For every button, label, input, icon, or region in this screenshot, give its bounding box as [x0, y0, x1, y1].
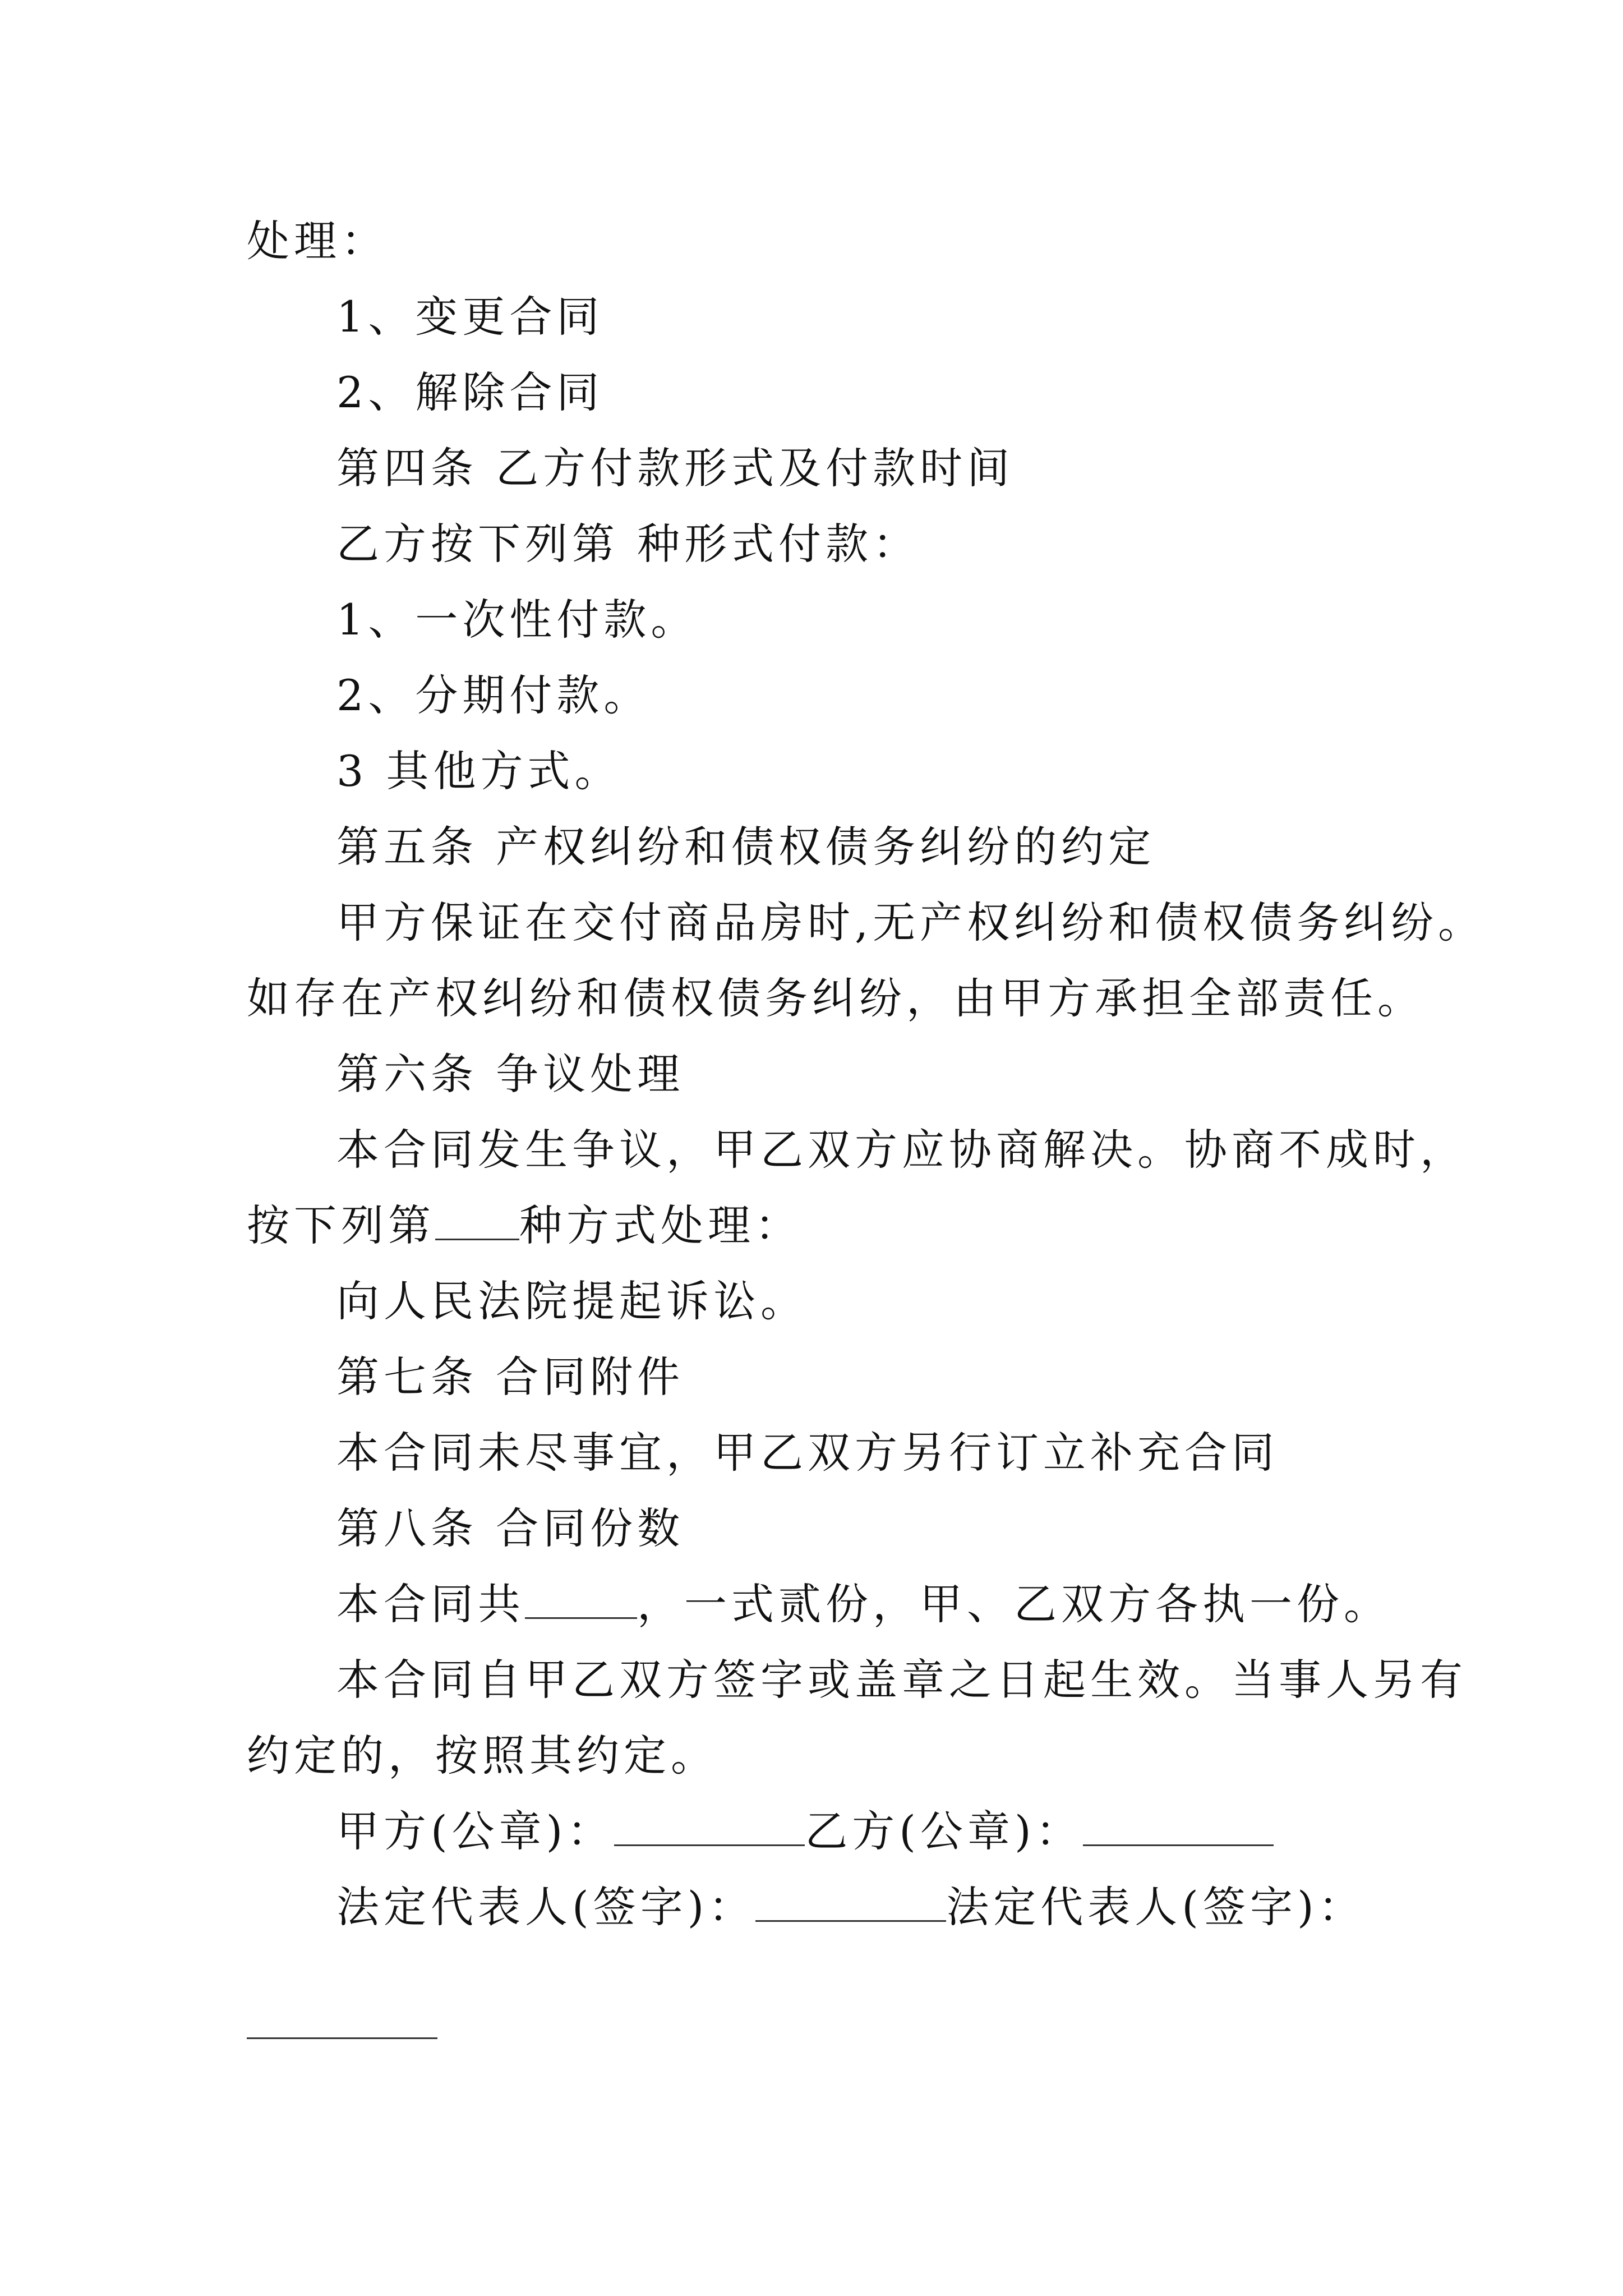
text-fragment: ，一式贰份，甲、乙双方各执一份。 — [637, 1579, 1391, 1629]
section-heading: 第六条 争议处理 — [336, 1049, 685, 1099]
party-b-representative-label: 法定代表人(签字)： — [946, 1882, 1366, 1932]
party-a-seal-blank[interactable] — [614, 1805, 805, 1846]
text-line-with-blank — [247, 1198, 802, 1254]
party-b-representative-blank[interactable] — [247, 2037, 437, 2039]
text-line: 如存在产权纠纷和债权债务纠纷，由甲方承担全部责任。 — [247, 973, 1424, 1023]
section-heading: 第八条 合同份数 — [336, 1503, 685, 1553]
section-heading: 第七条 合同附件 — [336, 1352, 685, 1402]
party-b-seal-blank[interactable] — [1083, 1805, 1274, 1846]
text-line: 1、变更合同 — [336, 292, 604, 342]
text-line: 3 其他方式。 — [336, 746, 622, 796]
party-a-representative-blank[interactable] — [755, 1881, 946, 1922]
text-line: 2、分期付款。 — [336, 670, 651, 720]
party-a-seal-label: 甲方(公章)： — [336, 1806, 615, 1856]
text-line: 2、解除合同 — [336, 367, 604, 417]
section-heading: 第五条 产权纠纷和债权债务纠纷的约定 — [336, 822, 1156, 872]
text-line: 处理： — [247, 216, 388, 266]
text-line-with-blank — [336, 1576, 1391, 1632]
text-line: 向人民法院提起诉讼。 — [336, 1276, 808, 1326]
text-line: 本合同未尽事宜，甲乙双方另行订立补充合同 — [336, 1428, 1279, 1478]
text-fragment: 本合同共 — [336, 1579, 525, 1629]
signature-line — [336, 1803, 1274, 1860]
fill-in-blank[interactable] — [435, 1199, 519, 1240]
fill-in-blank[interactable] — [525, 1578, 637, 1619]
section-heading: 第四条 乙方付款形式及付款时间 — [336, 443, 1015, 493]
text-line: 约定的，按照其约定。 — [247, 1731, 718, 1780]
party-b-seal-label: 乙方(公章)： — [805, 1806, 1083, 1856]
text-line: 乙方按下列第 种形式付款： — [336, 519, 920, 569]
party-a-representative-label: 法定代表人(签字)： — [336, 1882, 756, 1932]
text-line: 本合同发生争议，甲乙双方应协商解决。协商不成时， — [336, 1125, 1467, 1175]
text-line: 甲方保证在交付商品房时,无产权纠纷和债权债务纠纷。 — [336, 898, 1486, 947]
text-line: 1、一次性付款。 — [336, 595, 698, 645]
text-fragment: 种方式处理： — [519, 1200, 802, 1250]
text-fragment: 按下列第 — [247, 1200, 435, 1250]
representative-line — [336, 1879, 1366, 1935]
text-line: 本合同自甲乙双方签字或盖章之日起生效。当事人另有 — [336, 1655, 1467, 1705]
